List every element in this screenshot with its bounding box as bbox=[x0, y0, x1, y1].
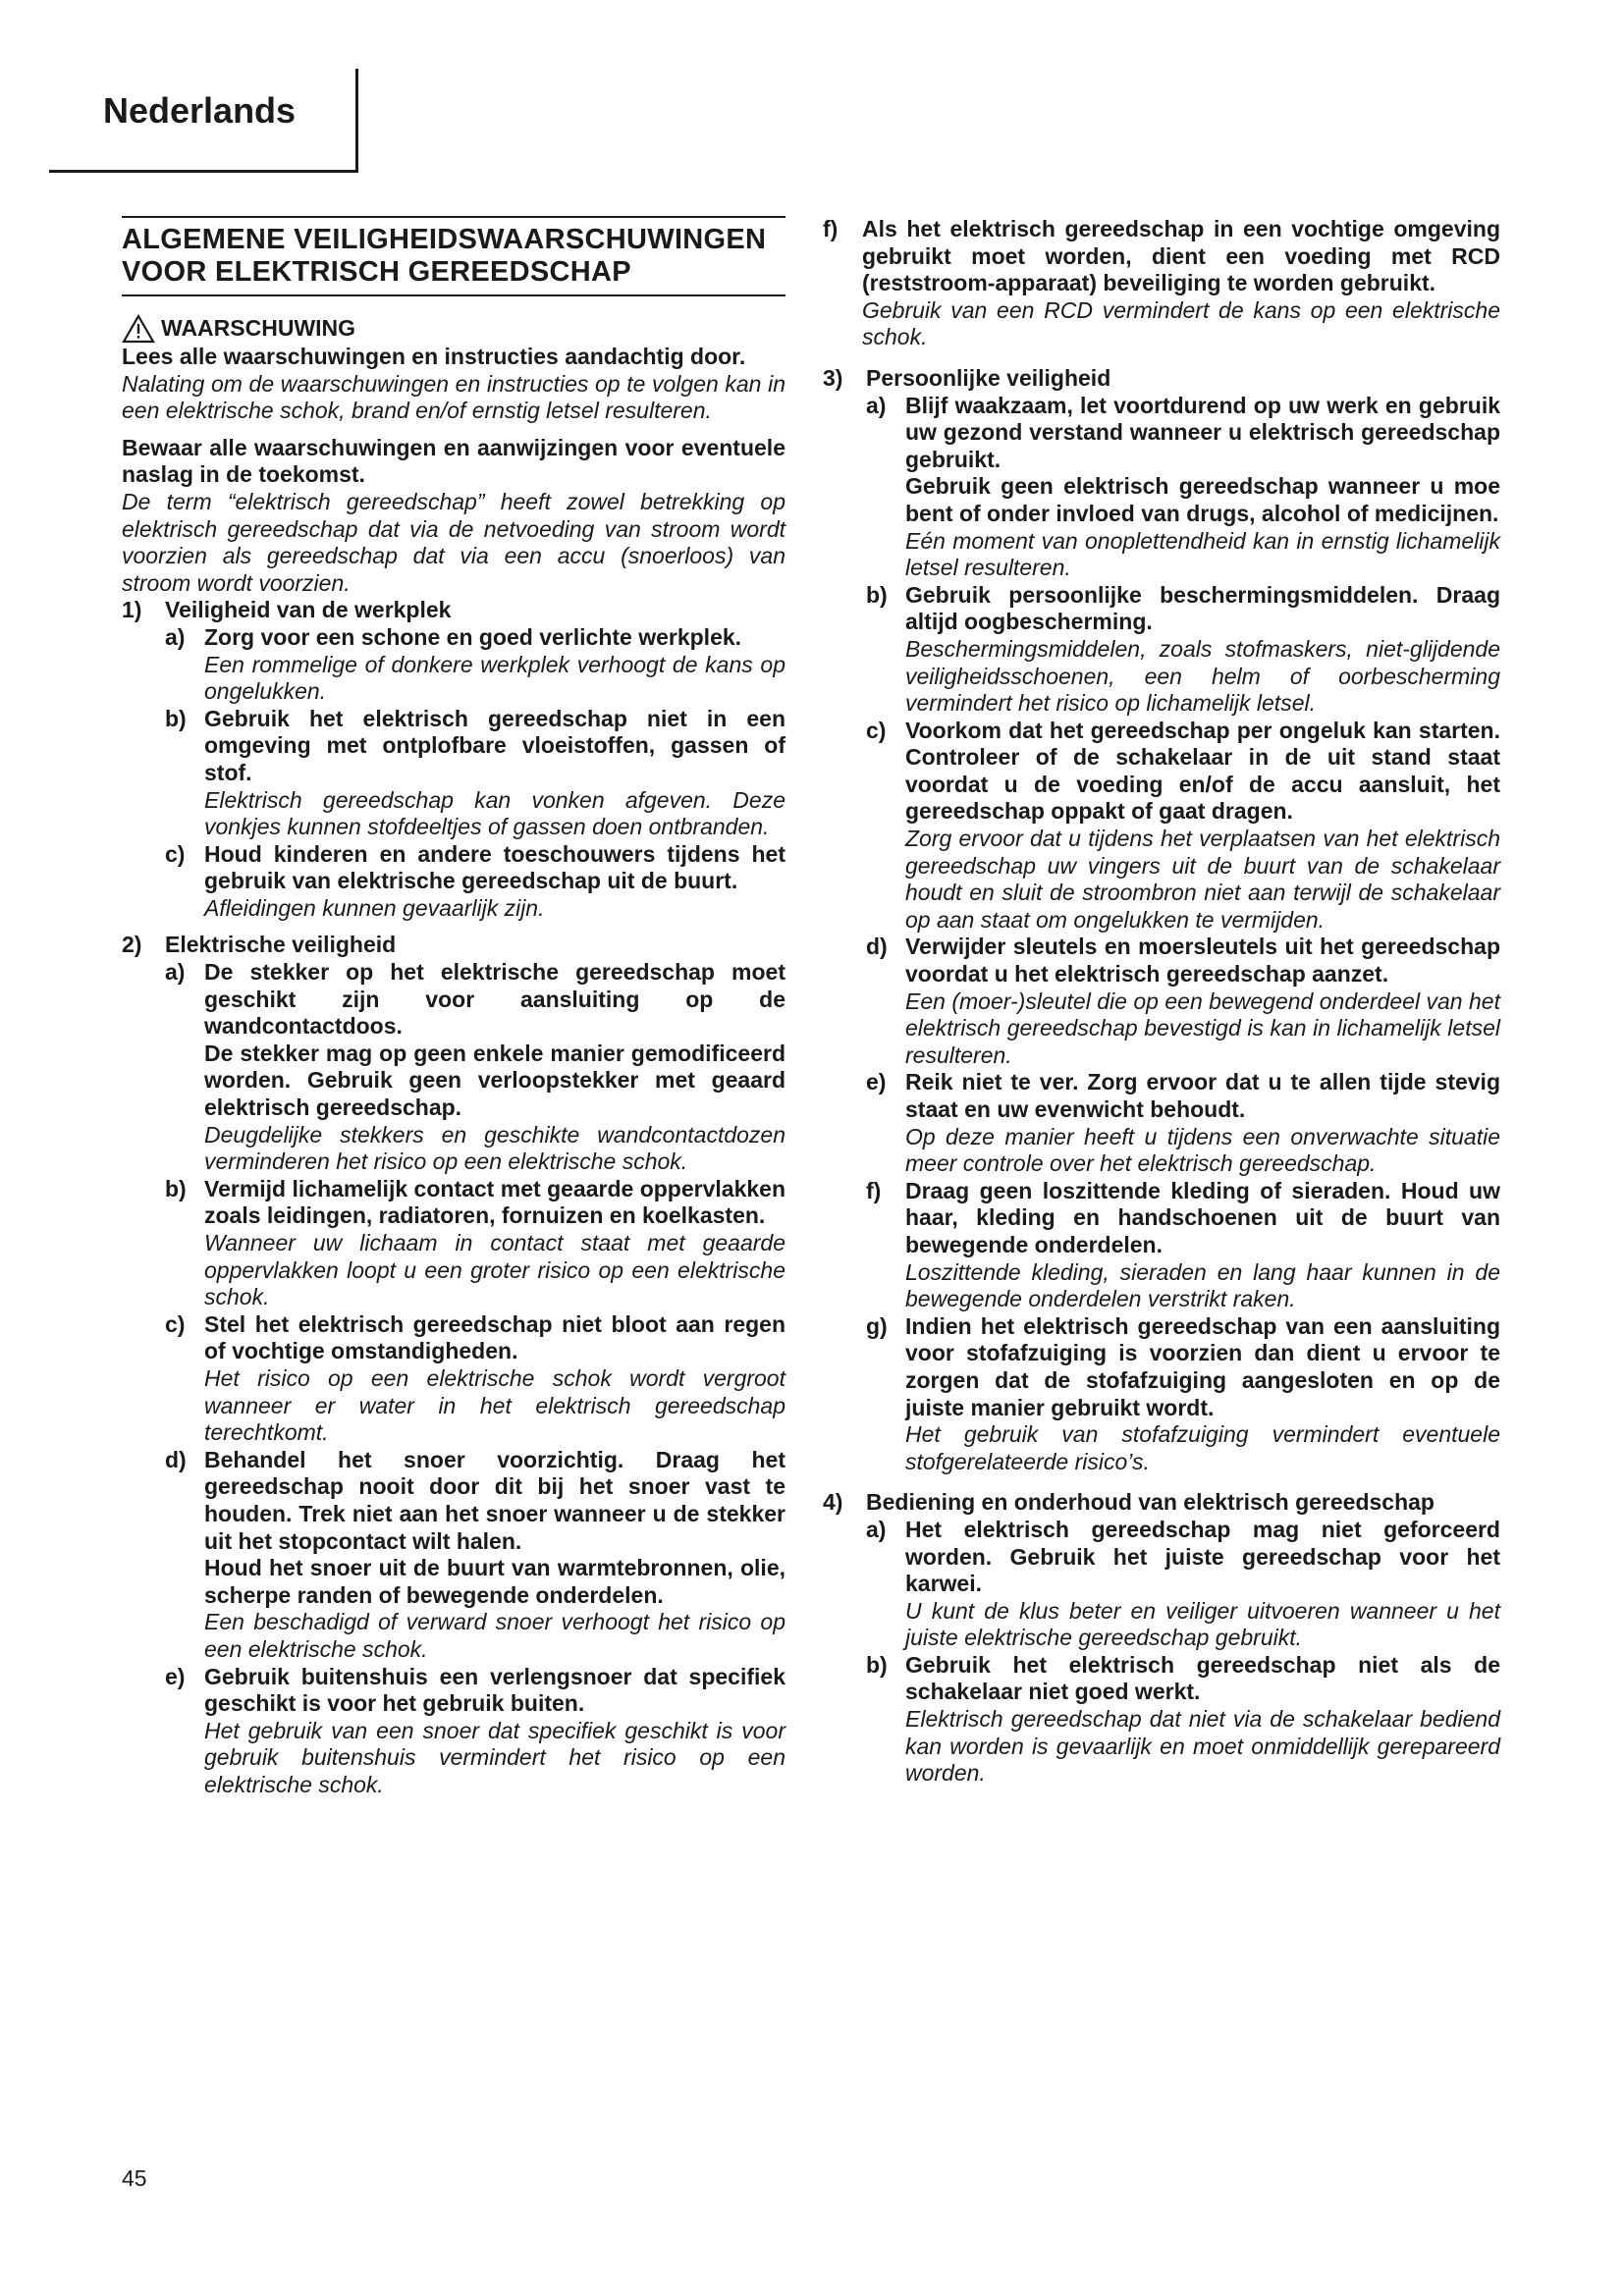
item-3d-label: d) bbox=[866, 934, 888, 960]
item-2b-bold: Vermijd lichamelijk contact met geaarde oppervlakken zoals leidingen, radiatoren, fornuizen en koelkasten. bbox=[204, 1175, 785, 1229]
section-2-header bbox=[122, 932, 785, 959]
item-2c-label: c) bbox=[165, 1310, 186, 1337]
section-heading bbox=[122, 216, 785, 296]
item-2f-label: f) bbox=[823, 216, 839, 241]
item-3a bbox=[866, 393, 1500, 582]
item-2b bbox=[165, 1176, 785, 1311]
item-2c-italic: Het risico op een elektrische schok wordt vergroot wanneer er water in het elektrisch gereedschap terechtkomt. bbox=[204, 1364, 785, 1446]
item-3b-italic: Beschermingsmiddelen, zoals stofmaskers, niet-glijdende veiligheidsschoenen, een helm of oorbescherming vermindert het risico op lichamelijk letsel. bbox=[905, 635, 1500, 717]
item-3a-label: a) bbox=[866, 392, 887, 418]
item-1b-italic: Elektrisch gereedschap kan vonken afgeven. Deze vonkjes kunnen stofdeeltjes of gassen doen ontbranden. bbox=[204, 786, 785, 840]
item-3b-label: b) bbox=[866, 581, 888, 608]
item-3f-italic: Loszittende kleding, sieraden en lang haar kunnen in de bewegende onderdelen verstrikt raken. bbox=[905, 1258, 1500, 1312]
item-1a bbox=[165, 624, 785, 706]
item-3b bbox=[866, 582, 1500, 718]
item-2c-bold: Stel het elektrisch gereedschap niet bloot aan regen of vochtige omstandigheden. bbox=[204, 1310, 785, 1364]
item-3g-italic: Het gebruik van stofafzuiging vermindert eventuele stofgerelateerde risico’s. bbox=[905, 1421, 1500, 1474]
language-label: Nederlands bbox=[103, 90, 297, 131]
section-2-number: 2) bbox=[122, 932, 142, 958]
item-4a-label: a) bbox=[866, 1516, 887, 1542]
section-1-title: Veiligheid van de werkplek bbox=[165, 597, 452, 623]
heading-line-1: ALGEMENE VEILIGHEIDSWAARSCHUWINGEN bbox=[122, 224, 767, 255]
item-3d bbox=[866, 934, 1500, 1069]
item-2f bbox=[823, 216, 1500, 351]
item-2e-bold: Gebruik buitenshuis een verlengsnoer dat specifiek geschikt is voor het gebruik buiten. bbox=[204, 1663, 785, 1717]
item-1b-label: b) bbox=[165, 705, 187, 731]
page-number: 45 bbox=[122, 2165, 147, 2191]
warning-label: WAARSCHUWING bbox=[161, 315, 356, 342]
item-2e-italic: Het gebruik van een snoer dat specifiek geschikt is voor gebruik buitenshuis vermindert het risico op een elektrische schok. bbox=[204, 1717, 785, 1797]
item-2a-italic: Deugdelijke stekkers en geschikte wandcontactdozen verminderen het risico op een elektrische schok. bbox=[204, 1121, 785, 1175]
item-3d-italic: Een (moer-)sleutel die op een bewegend onderdeel van het elektrisch gereedschap bevestigd is kan in lichamelijk letsel resulteren. bbox=[905, 988, 1500, 1068]
item-3c-label: c) bbox=[866, 717, 887, 743]
warning-header bbox=[122, 314, 785, 344]
item-3f-bold: Draag geen loszittende kleding of sieraden. Houd uw haar, kleding en handschoenen uit de buurt van bewegende onderdelen. bbox=[905, 1177, 1500, 1257]
warning-triangle-icon bbox=[122, 314, 155, 344]
section-3-title: Persoonlijke veiligheid bbox=[866, 364, 1111, 391]
item-3e-italic: Op deze manier heeft u tijdens een onverwachte situatie meer controle over het elektrisch gereedschap. bbox=[905, 1123, 1500, 1177]
item-1c bbox=[165, 841, 785, 923]
item-1c-bold: Houd kinderen en andere toeschouwers tijdens het gebruik van elektrische gereedschap uit de buurt. bbox=[204, 840, 785, 894]
item-2a-bold: De stekker op het elektrische gereedschap moet geschikt zijn voor aansluiting op de wandcontactdoos. bbox=[204, 959, 785, 1040]
item-2a-bold-2: De stekker mag op geen enkele manier gemodificeerd worden. Gebruik geen verloopstekker met geaard elektrisch gereedschap. bbox=[204, 1040, 785, 1121]
section-2-title: Elektrische veiligheid bbox=[165, 932, 397, 958]
item-1c-label: c) bbox=[165, 840, 186, 867]
section-1-header bbox=[122, 597, 785, 624]
item-3a-italic: Eén moment van onoplettendheid kan in ernstig lichamelijk letsel resulteren. bbox=[905, 527, 1500, 581]
right-column bbox=[823, 216, 1500, 1788]
item-1b-bold: Gebruik het elektrisch gereedschap niet in een omgeving met ontplofbare vloeistoffen, gassen of stof. bbox=[204, 705, 785, 785]
item-3g-label: g) bbox=[866, 1312, 888, 1339]
section-3-number: 3) bbox=[823, 364, 843, 391]
item-1a-bold: Zorg voor een schone en goed verlichte werkplek. bbox=[204, 623, 742, 650]
item-2c bbox=[165, 1311, 785, 1447]
item-3g bbox=[866, 1313, 1500, 1476]
item-4b-label: b) bbox=[866, 1651, 888, 1678]
item-2f-bold: Als het elektrisch gereedschap in een vochtige omgeving gebruikt moet worden, dient een voeding met RCD (reststroom-apparaat) beveiliging te worden gebruikt. bbox=[862, 216, 1500, 296]
item-4a-bold: Het elektrisch gereedschap mag niet geforceerd worden. Gebruik het juiste gereedschap voor het karwei. bbox=[905, 1516, 1500, 1597]
item-3c-bold: Voorkom dat het gereedschap per ongeluk kan starten. Controleer of de schakelaar in de uit stand staat voordat u de voeding en/of de accu aansluit, het gereedschap oppakt of gaat dragen. bbox=[905, 717, 1500, 825]
item-3b-bold: Gebruik persoonlijke beschermingsmiddelen. Draag altijd oogbescherming. bbox=[905, 581, 1500, 635]
item-1a-label: a) bbox=[165, 623, 186, 650]
section-3-header bbox=[823, 365, 1500, 393]
item-4a bbox=[866, 1517, 1500, 1652]
section-4-header bbox=[823, 1489, 1500, 1517]
warning-consequence: Nalating om de waarschuwingen en instructies op te volgen kan in een elektrische schok, brand en/of ernstig letsel resulteren. bbox=[122, 370, 785, 424]
item-2e-label: e) bbox=[165, 1663, 186, 1689]
item-1b bbox=[165, 706, 785, 841]
item-2f-italic: Gebruik van een RCD vermindert de kans op een elektrische schok. bbox=[862, 296, 1500, 350]
left-column bbox=[122, 216, 785, 1798]
item-3d-bold: Verwijder sleutels en moersleutels uit het gereedschap voordat u het elektrisch gereedschap aanzet. bbox=[905, 934, 1500, 988]
item-3c-italic: Zorg ervoor dat u tijdens het verplaatsen van het elektrisch gereedschap uw vingers uit de buurt van de schakelaar houdt en sluit de stroombron niet aan terwijl de schakelaar op aan staat om ongelukken te vermijden. bbox=[905, 826, 1500, 933]
item-3c bbox=[866, 718, 1500, 934]
item-2d-label: d) bbox=[165, 1446, 187, 1472]
item-2b-italic: Wanneer uw lichaam in contact staat met geaarde oppervlakken loopt u een groter risico op een elektrische schok. bbox=[204, 1230, 785, 1310]
item-4b bbox=[866, 1652, 1500, 1788]
warning-read-instructions: Lees alle waarschuwingen en instructies aandachtig door. bbox=[122, 344, 746, 369]
item-2d-bold: Behandel het snoer voorzichtig. Draag het gereedschap nooit door dit bij het snoer vast te houden. Trek niet aan het snoer wanneer u de stekker uit het stopcontact wilt halen. bbox=[204, 1446, 785, 1554]
section-4-number: 4) bbox=[823, 1489, 843, 1516]
warning-term-definition: De term “elektrisch gereedschap” heeft zowel betrekking op elektrisch gereedschap dat via de netvoeding van stroom wordt voorzien als gereedschap dat via een accu (snoerloos) van stroom wordt voorzien. bbox=[122, 488, 785, 596]
section-1-number: 1) bbox=[122, 597, 142, 623]
item-4b-italic: Elektrisch gereedschap dat niet via de schakelaar bediend kan worden is gevaarlijk en moet onmiddellijk gerepareerd worden. bbox=[905, 1706, 1500, 1787]
heading-line-2: VOOR ELEKTRISCH GEREEDSCHAP bbox=[122, 256, 631, 288]
item-3f bbox=[866, 1178, 1500, 1313]
item-2a-label: a) bbox=[165, 959, 186, 986]
section-4-title: Bediening en onderhoud van elektrisch gereedschap bbox=[866, 1489, 1435, 1516]
item-3f-label: f) bbox=[866, 1177, 882, 1203]
warning-keep-instructions: Bewaar alle waarschuwingen en aanwijzingen voor eventuele naslag in de toekomst. bbox=[122, 434, 785, 488]
item-2b-label: b) bbox=[165, 1175, 187, 1201]
item-2d-italic: Een beschadigd of verward snoer verhoogt het risico op een elektrische schok. bbox=[204, 1609, 785, 1662]
item-3e-label: e) bbox=[866, 1069, 887, 1095]
item-2a bbox=[165, 959, 785, 1176]
item-1c-italic: Afleidingen kunnen gevaarlijk zijn. bbox=[204, 894, 545, 921]
item-2d-bold-2: Houd het snoer uit de buurt van warmtebronnen, olie, scherpe randen of bewegende onderdelen. bbox=[204, 1555, 785, 1608]
item-4a-italic: U kunt de klus beter en veiliger uitvoeren wanneer u het juiste elektrische gereedschap gebruikt. bbox=[905, 1597, 1500, 1651]
item-3e bbox=[866, 1069, 1500, 1177]
item-2e bbox=[165, 1664, 785, 1799]
item-2d bbox=[165, 1447, 785, 1664]
item-4b-bold: Gebruik het elektrisch gereedschap niet als de schakelaar niet goed werkt. bbox=[905, 1651, 1500, 1705]
item-3a-bold: Blijf waakzaam, let voortdurend op uw werk en gebruik uw gezond verstand wanneer u elektrisch gereedschap gebruikt. bbox=[905, 392, 1500, 472]
item-3a-bold-2: Gebruik geen elektrisch gereedschap wanneer u moe bent of onder invloed van drugs, alcohol of medicijnen. bbox=[905, 473, 1500, 526]
item-3e-bold: Reik niet te ver. Zorg ervoor dat u te allen tijde stevig staat en uw evenwicht behoudt. bbox=[905, 1069, 1500, 1122]
item-1a-italic: Een rommelige of donkere werkplek verhoogt de kans op ongelukken. bbox=[204, 651, 785, 705]
item-3g-bold: Indien het elektrisch gereedschap van een aansluiting voor stofafzuiging is voorzien dan dient u ervoor te zorgen dat de stofafzuiging aangesloten en op de juiste manier gebruikt wordt. bbox=[905, 1312, 1500, 1420]
language-tab bbox=[49, 69, 358, 173]
